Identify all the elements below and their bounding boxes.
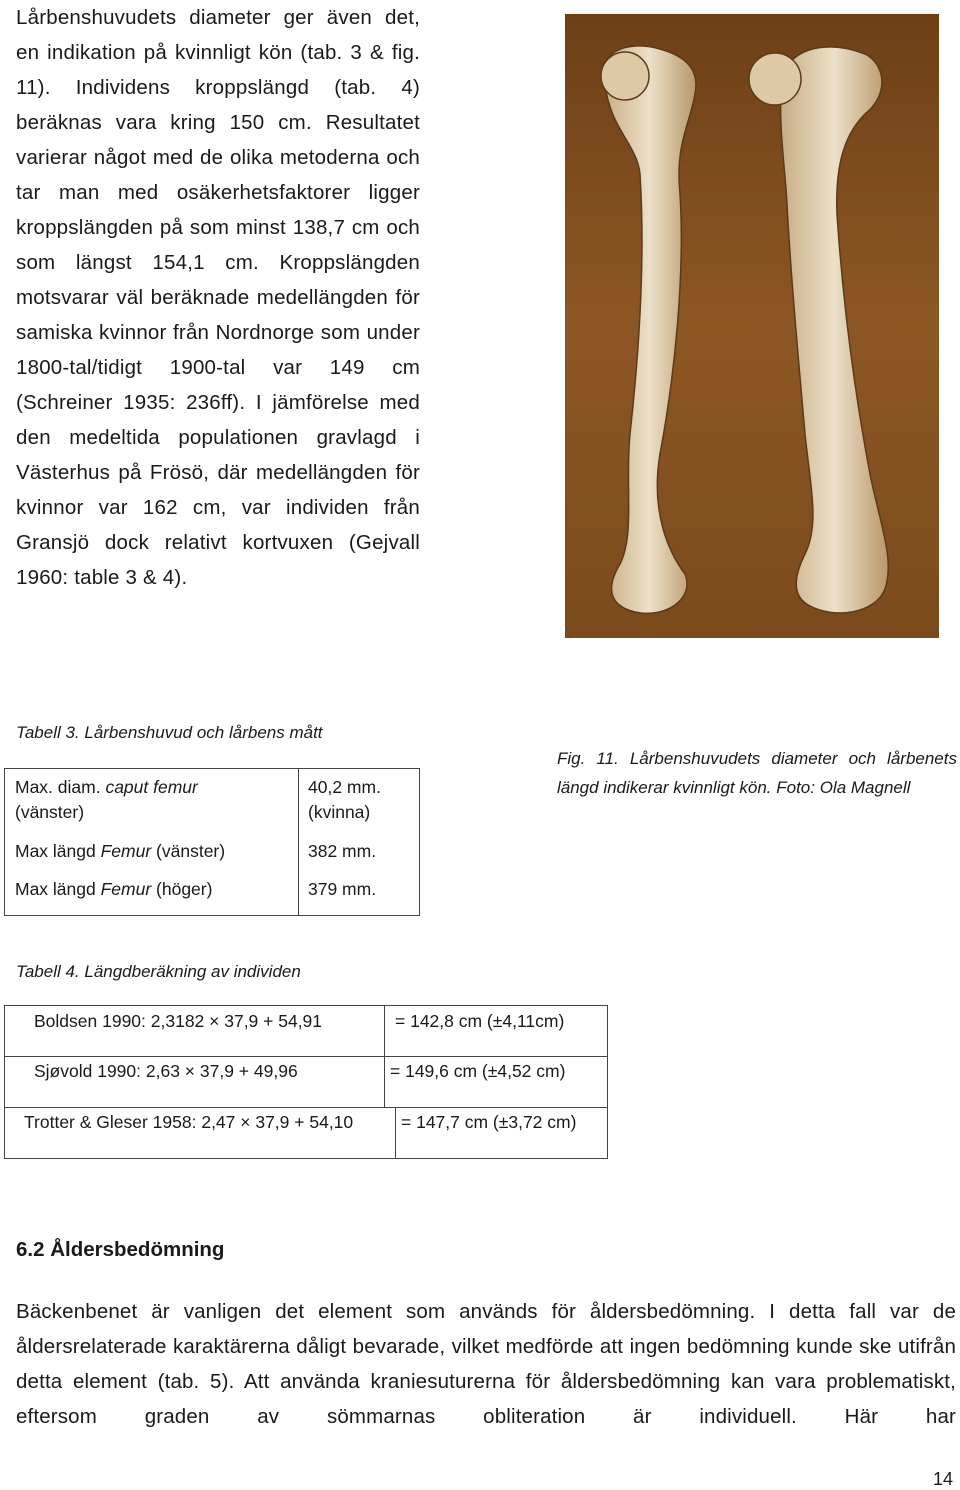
table4-row-divider [5, 1107, 607, 1108]
femur-photo [565, 14, 939, 638]
figure-caption: Fig. 11. Lårbenshuvudets diameter och lårbenets längd indikerar kvinnligt kön. Foto: Ola Magnell [557, 749, 957, 797]
table3-label: Max. diam. caput femur (vänster) [15, 777, 198, 822]
table4-caption: Tabell 4. Längdberäkning av individen [16, 962, 301, 981]
table4 [4, 1005, 608, 1159]
intro-paragraph [16, 0, 420, 595]
table3-divider [298, 769, 299, 915]
section-heading: 6.2 Åldersbedömning [16, 1238, 225, 1261]
table4-formula: Trotter & Gleser 1958: 2,47 × 37,9 + 54,10 [24, 1112, 354, 1132]
table3 [4, 768, 420, 916]
table3-label: Max längd Femur (vänster) [15, 841, 226, 861]
table4-row-divider [5, 1056, 607, 1057]
femur-bones-image [565, 14, 939, 638]
table3-value: 382 mm. [308, 841, 377, 861]
page-number: 14 [933, 1469, 954, 1489]
table4-formula: Sjøvold 1990: 2,63 × 37,9 + 49,96 [34, 1061, 298, 1081]
table4-formula: Boldsen 1990: 2,3182 × 37,9 + 54,91 [34, 1011, 323, 1031]
table3-label: Max längd Femur (höger) [15, 879, 213, 899]
table4-result: = 149,6 cm (±4,52 cm) [390, 1061, 566, 1081]
table4-result: = 142,8 cm (±4,11cm) [395, 1011, 565, 1031]
table4-column-divider [395, 1107, 396, 1158]
table3-caption: Tabell 3. Lårbenshuvud och lårbens mått [16, 723, 323, 742]
table4-result: = 147,7 cm (±3,72 cm) [401, 1112, 577, 1132]
table4-column-divider [384, 1006, 385, 1107]
intro-text: Lårbenshuvudets diameter ger även det, en indikation på kvinnligt kön (tab. 3 & fig. 11). Individens kroppslängd (tab. 4) beräknas vara kring 150 cm. Resultatet varierar något med de olika metoderna och tar man med osäkerhetsfaktorer ligger kroppslängden på som minst 138,7 cm och som längst 154,1 cm. Kroppslängden motsvarar väl beräknade medellängden för samiska kvinnor från Nordnorge som under 1800-tal/tidigt 1900-tal var 149 cm (Schreiner 1935: 236ff). I jämförelse med den medeltida populationen gravlagd i Västerhus på Frösö, där medellängden för kvinnor var 162 cm, var individen från Gransjö dock relativt kortvuxen (Gejvall 1960: table 3 & 4). [16, 6, 420, 589]
table3-value: 379 mm. [308, 879, 377, 899]
table3-value: 40,2 mm. (kvinna) [308, 777, 381, 822]
section-paragraph: Bäckenbenet är vanligen det element som används för åldersbedömning. I detta fall var de åldersrelaterade karaktärerna dåligt bevarade, vilket medförde att ingen bedömning kunde ske utifrån detta element (tab. 5). Att använda kraniesuturerna för åldersbedömning kan vara problematiskt, eftersom graden av sömmarnas obliteration är individuell. Här har [16, 1300, 956, 1428]
